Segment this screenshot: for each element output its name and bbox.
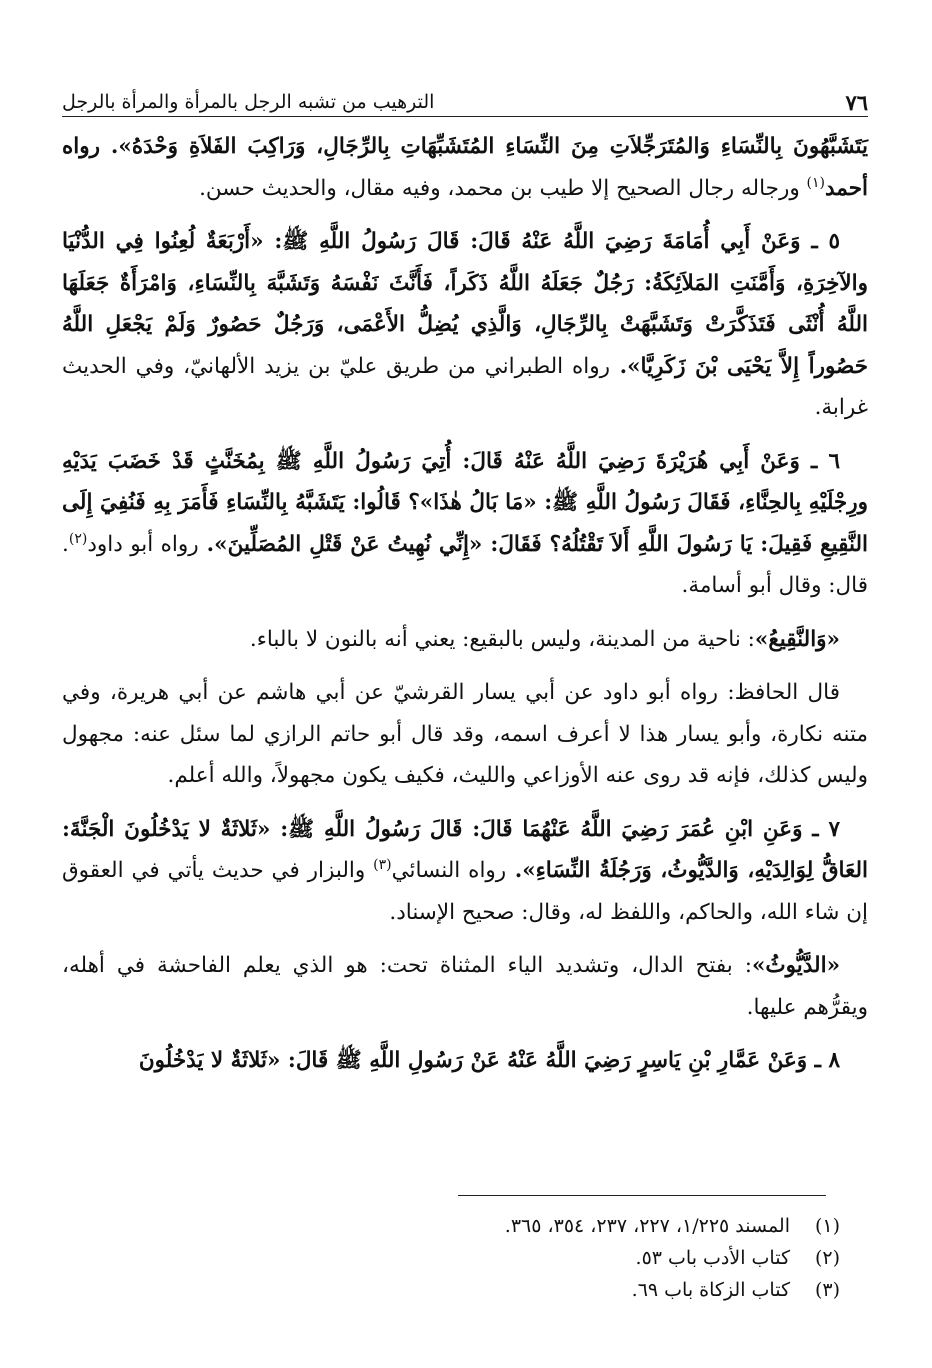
page-number: ٧٦ xyxy=(845,90,868,115)
footnote xyxy=(62,1274,840,1306)
commentary-text: : ناحية من المدينة، وليس بالبقيع: يعني أنه بالنون لا بالباء. xyxy=(249,626,755,652)
hadith-text: ٦ ـ وَعَنْ أَبِي هُرَيْرَةَ رَضِيَ اللَّهُ عَنْهُ قَالَ: أُتِيَ رَسُولُ اللَّهِ ﷺ بِمُخَنَّثٍ قَدْ خَضَبَ يَدَيْهِ ورِجْلَيْهِ بِالحِنَّاءِ، فَقَالَ رَسُولُ اللَّهِ ﷺ: «مَا بَالُ هٰذَا»؟ قَالُوا: يَتَشَبَّهُ بِالنِّسَاءِ فَأَمَرَ بِهِ فَنُفِيَ إِلَى النَّقِيعِ فَقِيلَ: يَا رَسُولَ اللَّهِ أَلاَ تَقْتُلُهُ؟ فَقَالَ: «إِنِّي نُهِيتُ عَنْ قَتْلِ المُصَلِّينَ». xyxy=(62,448,868,557)
commentary-text: ورجاله رجال الصحيح إلا طيب بن محمد، وفيه مقال، والحديث حسن. xyxy=(199,175,807,201)
paragraph xyxy=(62,126,868,209)
commentary-text: : بفتح الدال، وتشديد الياء المثناة تحت: هو الذي يعلم الفاحشة في أهله، ويقرُّهم عليها. xyxy=(62,953,868,1020)
commentary-text: رواه النسائي xyxy=(391,858,507,883)
footnote-mark: (٣) xyxy=(814,1279,840,1301)
running-header xyxy=(62,86,868,117)
footnote xyxy=(62,1210,840,1242)
footnote-mark: (١) xyxy=(814,1215,840,1237)
footnote-separator xyxy=(458,1195,826,1196)
hadith-text: ٥ ـ وَعَنْ أَبِي أُمَامَةَ رَضِيَ اللَّهُ عَنْهُ قَالَ: قَالَ رَسُولُ اللَّهِ ﷺ: «أَرْبَعَةٌ لُعِنُوا فِي الدُّنْيَا والآخِرَةِ، وَأَمَّنَتِ المَلاَئِكَةُ: رَجُلٌ جَعَلَهُ اللَّهُ ذَكَراً، فَأَنَّثَ نَفْسَهُ وَتَشَبَّهَ بِالنِّسَاءِ، وَامْرَأَةٌ جَعَلَهَا اللَّهُ أُنْثَى فَتَذَكَّرَتْ وَتَشَبَّهَتْ بِالرِّجَالِ، وَالَّذِي يُضِلُّ الأَعْمَى، وَرَجُلٌ حَصُورٌ وَلَمْ يَجْعَلِ اللَّهُ حَصُوراً إِلاَّ يَحْيَى بْنَ زَكَرِيَّا». xyxy=(62,229,868,379)
footnote-text: كتاب الأدب باب ٥٣. xyxy=(635,1247,790,1269)
hadith-text: «وَالنَّقِيعُ» xyxy=(754,626,840,652)
footnote-text: كتاب الزكاة باب ٦٩. xyxy=(631,1279,790,1301)
footnote-ref: (٢) xyxy=(68,530,88,547)
hadith-text: يَتَشَبَّهُونَ بِالنِّسَاءِ وَالمُتَرَجِّلاَتِ مِنَ النِّسَاءِ المُتَشَبِّهَاتِ بِالرِّجَالِ، وَرَاكِبَ الفَلاَةِ وَحْدَهُ». رواه أحمد xyxy=(62,134,868,201)
paragraph xyxy=(62,441,868,607)
hadith-text: «الدَّيُّوثُ» xyxy=(751,953,840,978)
hadith-text: ٨ ـ وَعَنْ عَمَّارِ بْنِ يَاسِرٍ رَضِيَ اللَّهُ عَنْهُ عَنْ رَسُولِ اللَّهِ ﷺ قَالَ: «ثَلاثَةٌ لا يَدْخُلُونَ xyxy=(138,1048,840,1073)
commentary-text: قال الحافظ: رواه أبو داود عن أبي يسار القرشيّ عن أبي هاشم عن أبي هريرة، وفي متنه نكارة، وأبو يسار هذا لا أعرف اسمه، وقد قال أبو حاتم الرازي لما سئل عنه: مجهول وليس كذلك، فإنه قد روى عنه الأوزاعي والليث، فكيف يكون مجهولاً، والله أعلم. xyxy=(62,680,868,788)
paragraph xyxy=(62,672,868,797)
paragraph xyxy=(62,619,868,661)
footnote-mark: (٢) xyxy=(814,1247,840,1269)
commentary-text: والبزار في حديث يأتي في العقوق إن شاء الله، والحاكم، واللفظ له، وقال: صحيح الإسناد. xyxy=(62,858,868,925)
commentary-text: رواه أبو داود xyxy=(87,531,199,557)
footnotes xyxy=(62,1210,840,1306)
running-title: الترهيب من تشبه الرجل بالمرأة والمرأة بالرجل xyxy=(62,91,435,113)
paragraph xyxy=(62,809,868,934)
paragraph xyxy=(62,945,868,1028)
commentary-text: . قال: وقال أبو أسامة. xyxy=(62,531,868,598)
footnote-ref: (٣) xyxy=(373,856,392,873)
main-text xyxy=(62,126,868,1094)
footnote-ref: (١) xyxy=(806,174,826,191)
commentary-text: رواه الطبراني من طريق عليّ بن يزيد الألهانيّ، وفي الحديث غرابة. xyxy=(62,353,868,420)
paragraph xyxy=(62,1040,868,1082)
footnote xyxy=(62,1242,840,1274)
paragraph xyxy=(62,221,868,429)
hadith-text: ٧ ـ وَعَنِ ابْنِ عُمَرَ رَضِيَ اللَّهُ عَنْهُمَا قَالَ: قَالَ رَسُولُ اللَّهِ ﷺ: «ثَلاثَةٌ لا يَدْخُلُونَ الْجَنَّةَ: العَاقُّ لِوَالِدَيْهِ، وَالدَّيُّوثُ، وَرَجُلَةُ النِّسَاءِ». xyxy=(62,816,868,883)
footnote-text: المسند ١/٢٢٥، ٢٢٧، ٢٣٧، ٣٥٤، ٣٦٥. xyxy=(504,1215,790,1237)
